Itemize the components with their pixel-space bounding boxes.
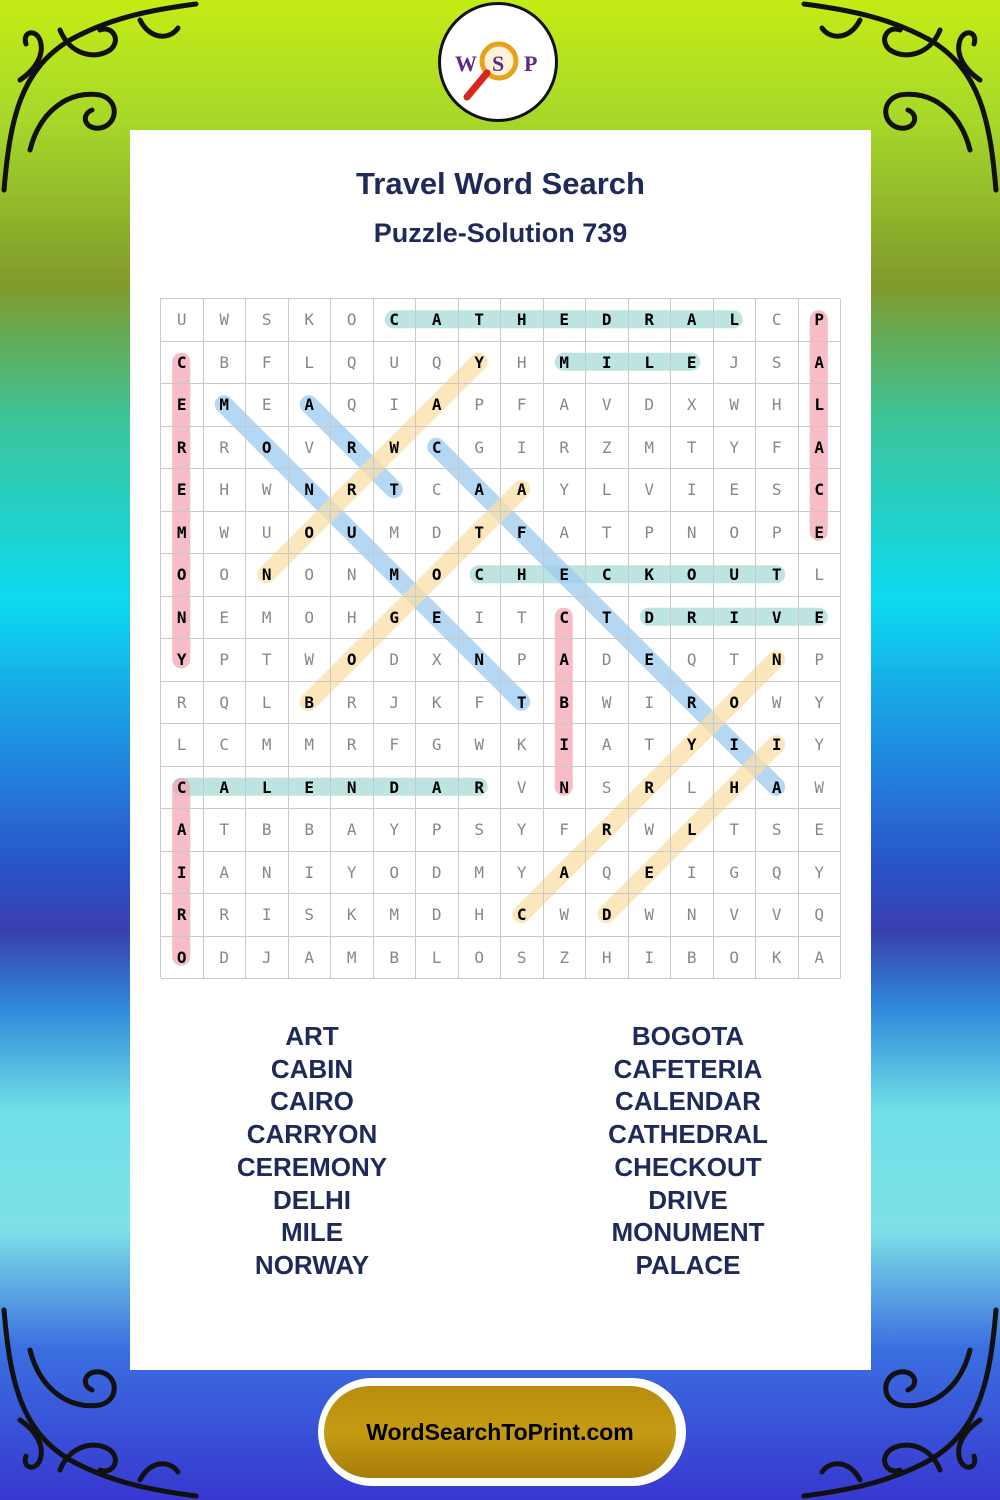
grid-cell[interactable]: H	[586, 937, 629, 980]
grid-cell[interactable]: N	[756, 639, 799, 682]
grid-cell[interactable]: E	[671, 342, 714, 385]
grid-cell[interactable]: F	[501, 384, 544, 427]
grid-cell[interactable]: F	[374, 724, 417, 767]
grid-cell[interactable]: T	[374, 469, 417, 512]
grid-cell[interactable]: T	[629, 724, 672, 767]
grid-cell[interactable]: Y	[799, 852, 842, 895]
grid-cell[interactable]: J	[714, 342, 757, 385]
grid-cell[interactable]: M	[459, 852, 502, 895]
grid-cell[interactable]: W	[204, 512, 247, 555]
grid-cell[interactable]: D	[416, 512, 459, 555]
grid-cell[interactable]: Y	[671, 724, 714, 767]
grid-cell[interactable]: P	[799, 639, 842, 682]
grid-cell[interactable]: W	[799, 767, 842, 810]
grid-cell[interactable]: B	[671, 937, 714, 980]
grid-cell[interactable]: O	[161, 554, 204, 597]
grid-cell[interactable]: S	[756, 342, 799, 385]
grid-cell[interactable]: A	[799, 342, 842, 385]
grid-cell[interactable]: C	[544, 597, 587, 640]
grid-cell[interactable]: S	[246, 299, 289, 342]
grid-cell[interactable]: F	[246, 342, 289, 385]
grid-cell[interactable]: W	[714, 384, 757, 427]
grid-cell[interactable]: I	[586, 342, 629, 385]
grid-cell[interactable]: V	[714, 894, 757, 937]
grid-cell[interactable]: Y	[459, 342, 502, 385]
grid-cell[interactable]: W	[374, 427, 417, 470]
grid-cell[interactable]: A	[544, 512, 587, 555]
grid-cell[interactable]: E	[416, 597, 459, 640]
grid-cell[interactable]: C	[416, 469, 459, 512]
grid-cell[interactable]: Q	[756, 852, 799, 895]
grid-cell[interactable]: N	[289, 469, 332, 512]
grid-cell[interactable]: N	[331, 767, 374, 810]
grid-cell[interactable]: O	[714, 512, 757, 555]
grid-cell[interactable]: R	[331, 427, 374, 470]
grid-cell[interactable]: R	[671, 597, 714, 640]
grid-cell[interactable]: J	[246, 937, 289, 980]
word-list-left	[162, 1020, 462, 1282]
grid-cell[interactable]: E	[799, 809, 842, 852]
grid-cell[interactable]: L	[799, 554, 842, 597]
word-search-grid	[160, 298, 840, 978]
grid-cell[interactable]: L	[246, 767, 289, 810]
grid-cell[interactable]: L	[246, 682, 289, 725]
word-list-item: PALACE	[635, 1249, 741, 1280]
grid-cell[interactable]: Q	[331, 384, 374, 427]
grid-cell[interactable]: R	[459, 767, 502, 810]
word-list-item: DELHI	[273, 1184, 351, 1215]
grid-cell[interactable]: A	[501, 469, 544, 512]
grid-cell[interactable]: R	[544, 427, 587, 470]
grid-cell[interactable]: G	[714, 852, 757, 895]
page-title: Travel Word Search	[356, 166, 645, 201]
grid-cell[interactable]: C	[459, 554, 502, 597]
grid-cell[interactable]: U	[161, 299, 204, 342]
grid-cell[interactable]: B	[289, 809, 332, 852]
grid-cell[interactable]: A	[799, 937, 842, 980]
grid-cell[interactable]: K	[501, 724, 544, 767]
grid-cell[interactable]: S	[459, 809, 502, 852]
grid-cell[interactable]: E	[204, 597, 247, 640]
grid-cell[interactable]: P	[756, 512, 799, 555]
grid-cell[interactable]: I	[629, 937, 672, 980]
word-list-item: CAIRO	[270, 1086, 354, 1117]
grid-cell[interactable]: Q	[586, 852, 629, 895]
grid-cell[interactable]: M	[544, 342, 587, 385]
word-list-item: MONUMENT	[611, 1217, 765, 1248]
grid-cell[interactable]: L	[629, 342, 672, 385]
grid-cell[interactable]: Q	[204, 682, 247, 725]
grid-cell[interactable]: D	[416, 852, 459, 895]
grid-cell[interactable]: P	[501, 639, 544, 682]
grid-cell[interactable]: P	[799, 299, 842, 342]
grid-cell[interactable]: O	[459, 937, 502, 980]
grid-cell[interactable]: G	[374, 597, 417, 640]
grid-cell[interactable]: M	[161, 512, 204, 555]
grid-cell[interactable]: I	[756, 724, 799, 767]
grid-cell[interactable]: I	[714, 597, 757, 640]
grid-cell[interactable]: O	[289, 597, 332, 640]
grid-cell[interactable]: D	[586, 299, 629, 342]
grid-cell[interactable]: I	[374, 384, 417, 427]
grid-cell[interactable]: O	[246, 427, 289, 470]
grid-cell[interactable]: N	[331, 554, 374, 597]
grid-cell[interactable]: N	[459, 639, 502, 682]
grid-cell[interactable]: V	[756, 894, 799, 937]
grid-cell[interactable]: A	[544, 639, 587, 682]
grid-cell[interactable]: O	[331, 299, 374, 342]
grid-cell[interactable]: E	[629, 639, 672, 682]
word-list-item: CATHEDRAL	[608, 1119, 768, 1150]
grid-cell[interactable]: E	[629, 852, 672, 895]
word-list-item: CARRYON	[246, 1119, 378, 1150]
grid-cell[interactable]: L	[671, 767, 714, 810]
grid-cell[interactable]: C	[799, 469, 842, 512]
grid-cell[interactable]: C	[501, 894, 544, 937]
grid-cell[interactable]: B	[374, 937, 417, 980]
grid-cell[interactable]: A	[586, 724, 629, 767]
grid-cell[interactable]: R	[331, 682, 374, 725]
grid-cell[interactable]: M	[374, 512, 417, 555]
grid-cell[interactable]: M	[374, 554, 417, 597]
grid-cell[interactable]: V	[586, 384, 629, 427]
grid-cell[interactable]: E	[799, 512, 842, 555]
grid-cell[interactable]: Y	[374, 809, 417, 852]
grid-cell[interactable]: H	[501, 342, 544, 385]
grid-cell[interactable]: R	[331, 724, 374, 767]
grid-cell[interactable]: L	[416, 937, 459, 980]
grid-cell[interactable]: U	[714, 554, 757, 597]
grid-cell[interactable]: P	[629, 512, 672, 555]
grid-cell[interactable]: X	[416, 639, 459, 682]
word-list-item: ART	[285, 1021, 339, 1051]
logo-letter-s: S	[492, 51, 505, 76]
grid-cell[interactable]: A	[544, 384, 587, 427]
grid-cell[interactable]: D	[629, 597, 672, 640]
grid-cell[interactable]: I	[544, 724, 587, 767]
grid-cell[interactable]: C	[204, 724, 247, 767]
grid-cell[interactable]: K	[289, 299, 332, 342]
grid-cell[interactable]: M	[246, 597, 289, 640]
logo-letter-p: P	[524, 51, 538, 76]
grid-cell[interactable]: A	[289, 937, 332, 980]
grid-cell[interactable]: D	[374, 767, 417, 810]
grid-cell[interactable]: T	[246, 639, 289, 682]
grid-cell[interactable]: K	[756, 937, 799, 980]
grid-cell[interactable]: I	[289, 852, 332, 895]
grid-cell[interactable]: F	[756, 427, 799, 470]
grid-cell[interactable]: G	[459, 427, 502, 470]
grid-cell[interactable]: V	[756, 597, 799, 640]
grid-cell[interactable]: T	[586, 512, 629, 555]
grid-cell[interactable]: R	[161, 427, 204, 470]
grid-cell[interactable]: W	[204, 299, 247, 342]
grid-cell[interactable]: A	[416, 767, 459, 810]
grid-cell[interactable]: E	[714, 469, 757, 512]
grid-cell[interactable]: A	[671, 299, 714, 342]
grid-cell[interactable]: I	[161, 852, 204, 895]
grid-cell[interactable]: H	[459, 894, 502, 937]
grid-cell[interactable]: K	[331, 894, 374, 937]
grid-cell[interactable]: R	[586, 809, 629, 852]
grid-cell[interactable]: Y	[799, 682, 842, 725]
grid-cell[interactable]: C	[416, 427, 459, 470]
grid-cell[interactable]: S	[756, 469, 799, 512]
grid-cell[interactable]: Y	[544, 469, 587, 512]
grid-cell[interactable]: A	[204, 767, 247, 810]
grid-cell[interactable]: N	[161, 597, 204, 640]
grid-cell[interactable]: A	[161, 809, 204, 852]
grid-cell[interactable]: B	[289, 682, 332, 725]
grid-cell[interactable]: C	[586, 554, 629, 597]
grid-cell[interactable]: H	[756, 384, 799, 427]
grid-cell[interactable]: N	[671, 894, 714, 937]
grid-cell[interactable]: F	[544, 809, 587, 852]
grid-cell[interactable]: O	[331, 639, 374, 682]
grid-cell[interactable]: W	[459, 724, 502, 767]
grid-cell[interactable]: W	[629, 809, 672, 852]
grid-cell[interactable]: L	[714, 299, 757, 342]
grid-cell[interactable]: C	[161, 342, 204, 385]
grid-cell[interactable]: J	[374, 682, 417, 725]
grid-cell[interactable]: W	[629, 894, 672, 937]
word-list-item: MILE	[280, 1217, 344, 1248]
grid-cell[interactable]: M	[204, 384, 247, 427]
grid-cell[interactable]: M	[246, 724, 289, 767]
grid-cell[interactable]: D	[416, 894, 459, 937]
grid-cell[interactable]: M	[374, 894, 417, 937]
grid-cell[interactable]: V	[289, 427, 332, 470]
grid-cell[interactable]: Z	[544, 937, 587, 980]
grid-cell[interactable]: B	[544, 682, 587, 725]
grid-cell[interactable]: X	[671, 384, 714, 427]
grid-cell[interactable]: M	[629, 427, 672, 470]
word-list-right	[538, 1020, 838, 1282]
grid-cell[interactable]: R	[204, 427, 247, 470]
word-list-item: CAFETERIA	[613, 1053, 763, 1084]
grid-cell[interactable]: R	[331, 469, 374, 512]
word-list-item: NORWAY	[254, 1249, 370, 1280]
grid-cell[interactable]: M	[289, 724, 332, 767]
word-list-item: CHECKOUT	[614, 1151, 762, 1182]
grid-cell[interactable]: C	[161, 767, 204, 810]
grid-cell[interactable]: A	[331, 809, 374, 852]
grid-cell[interactable]: E	[246, 384, 289, 427]
grid-cell[interactable]: H	[501, 554, 544, 597]
grid-cell[interactable]: L	[161, 724, 204, 767]
grid-cell[interactable]: O	[204, 554, 247, 597]
word-list-item: CEREMONY	[236, 1151, 388, 1182]
grid-cell[interactable]: E	[289, 767, 332, 810]
grid-cell[interactable]: T	[671, 427, 714, 470]
grid-cell[interactable]: O	[289, 554, 332, 597]
grid-cell[interactable]: C	[374, 299, 417, 342]
word-list-item: CALENDAR	[615, 1086, 761, 1117]
grid-cell[interactable]: W	[289, 639, 332, 682]
grid-cell[interactable]: E	[799, 597, 842, 640]
grid-cell[interactable]: W	[246, 469, 289, 512]
grid-cell[interactable]: T	[501, 682, 544, 725]
grid-cell[interactable]: H	[501, 299, 544, 342]
grid-cell[interactable]: I	[246, 894, 289, 937]
grid-cell[interactable]: S	[289, 894, 332, 937]
word-list-item: BOGOTA	[631, 1021, 745, 1051]
grid-cell[interactable]: Q	[671, 639, 714, 682]
word-list-item: DRIVE	[648, 1184, 728, 1215]
grid-cell[interactable]: A	[204, 852, 247, 895]
grid-cell[interactable]: I	[629, 682, 672, 725]
grid-cell[interactable]: W	[586, 682, 629, 725]
grid-cell[interactable]: W	[544, 894, 587, 937]
grid-cell[interactable]: S	[586, 767, 629, 810]
grid-cell[interactable]: L	[289, 342, 332, 385]
grid-cell[interactable]: T	[204, 809, 247, 852]
grid-cell[interactable]: R	[629, 767, 672, 810]
grid-cell[interactable]: R	[161, 894, 204, 937]
grid-cell[interactable]: K	[629, 554, 672, 597]
grid-cell[interactable]: D	[204, 937, 247, 980]
grid-cell[interactable]: U	[331, 512, 374, 555]
grid-cell[interactable]: Y	[501, 852, 544, 895]
grid-cell[interactable]: T	[501, 597, 544, 640]
site-logo[interactable]	[438, 2, 558, 122]
grid-cell[interactable]: W	[756, 682, 799, 725]
grid-cell[interactable]: U	[374, 342, 417, 385]
grid-cell[interactable]: B	[246, 809, 289, 852]
grid-cell[interactable]: D	[374, 639, 417, 682]
grid-cell[interactable]: O	[671, 554, 714, 597]
grid-cell[interactable]: V	[501, 767, 544, 810]
grid-cell[interactable]: N	[671, 512, 714, 555]
grid-cell[interactable]: Y	[799, 724, 842, 767]
grid-cell[interactable]: L	[586, 469, 629, 512]
grid-cell[interactable]: C	[756, 299, 799, 342]
grid-cell[interactable]: D	[586, 639, 629, 682]
grid-cell[interactable]: P	[204, 639, 247, 682]
grid-cell[interactable]: E	[161, 469, 204, 512]
grid-cell[interactable]: E	[161, 384, 204, 427]
grid-cell[interactable]: N	[246, 554, 289, 597]
grid-cell[interactable]: T	[586, 597, 629, 640]
grid-cell[interactable]: B	[204, 342, 247, 385]
grid-cell[interactable]: O	[374, 852, 417, 895]
grid-cell[interactable]: U	[246, 512, 289, 555]
grid-cell[interactable]: O	[289, 512, 332, 555]
logo-letter-w: W	[455, 51, 477, 76]
grid-cell[interactable]: O	[714, 937, 757, 980]
grid-cell[interactable]: I	[714, 724, 757, 767]
grid-cell[interactable]: I	[671, 469, 714, 512]
grid-cell[interactable]: T	[714, 809, 757, 852]
grid-cell[interactable]: L	[799, 384, 842, 427]
grid-cell[interactable]: P	[416, 809, 459, 852]
grid-cell[interactable]: T	[459, 512, 502, 555]
grid-cell[interactable]: R	[161, 682, 204, 725]
grid-cell[interactable]: T	[714, 639, 757, 682]
grid-cell[interactable]: L	[671, 809, 714, 852]
grid-cell[interactable]: R	[671, 682, 714, 725]
grid-cell[interactable]: A	[544, 852, 587, 895]
grid-cell[interactable]: V	[629, 469, 672, 512]
grid-cell[interactable]: S	[756, 809, 799, 852]
grid-cell[interactable]: Q	[416, 342, 459, 385]
page-subtitle: Puzzle-Solution 739	[373, 218, 628, 248]
grid-cell[interactable]: I	[501, 427, 544, 470]
grid-cell[interactable]: R	[204, 894, 247, 937]
grid-cell[interactable]: D	[586, 894, 629, 937]
grid-cell[interactable]: E	[544, 554, 587, 597]
grid-cell[interactable]: Z	[586, 427, 629, 470]
website-link-button[interactable]: WordSearchToPrint.com	[324, 1386, 676, 1478]
grid-cell[interactable]: Y	[161, 639, 204, 682]
grid-cell[interactable]: D	[629, 384, 672, 427]
grid-cell[interactable]: P	[459, 384, 502, 427]
word-list-item: CABIN	[270, 1053, 354, 1084]
grid-cell[interactable]: S	[501, 937, 544, 980]
grid-cell[interactable]: I	[459, 597, 502, 640]
grid-cell[interactable]: N	[544, 767, 587, 810]
grid-cell[interactable]: K	[416, 682, 459, 725]
grid-cell[interactable]: T	[756, 554, 799, 597]
grid-cell[interactable]: A	[289, 384, 332, 427]
grid-cell[interactable]: H	[331, 597, 374, 640]
grid-cell[interactable]: I	[671, 852, 714, 895]
grid-cell[interactable]: Y	[331, 852, 374, 895]
grid-cell[interactable]: F	[501, 512, 544, 555]
grid-cell[interactable]: E	[544, 299, 587, 342]
grid-cell[interactable]: O	[416, 554, 459, 597]
grid-cell[interactable]: H	[204, 469, 247, 512]
grid-cell[interactable]: H	[714, 767, 757, 810]
grid-cell[interactable]: N	[246, 852, 289, 895]
grid-cell[interactable]: Q	[331, 342, 374, 385]
grid-cell[interactable]: M	[331, 937, 374, 980]
grid-cell[interactable]: O	[161, 937, 204, 980]
grid-cell[interactable]: Y	[501, 809, 544, 852]
grid-cell[interactable]: A	[799, 427, 842, 470]
grid-cell[interactable]: A	[756, 767, 799, 810]
letter-grid	[160, 298, 840, 978]
grid-cell[interactable]: Y	[714, 427, 757, 470]
grid-cell[interactable]: G	[416, 724, 459, 767]
grid-cell[interactable]: O	[714, 682, 757, 725]
grid-cell[interactable]: A	[416, 299, 459, 342]
grid-cell[interactable]: A	[416, 384, 459, 427]
grid-cell[interactable]: R	[629, 299, 672, 342]
grid-cell[interactable]: T	[459, 299, 502, 342]
grid-cell[interactable]: F	[459, 682, 502, 725]
grid-cell[interactable]: Q	[799, 894, 842, 937]
grid-cell[interactable]: A	[459, 469, 502, 512]
